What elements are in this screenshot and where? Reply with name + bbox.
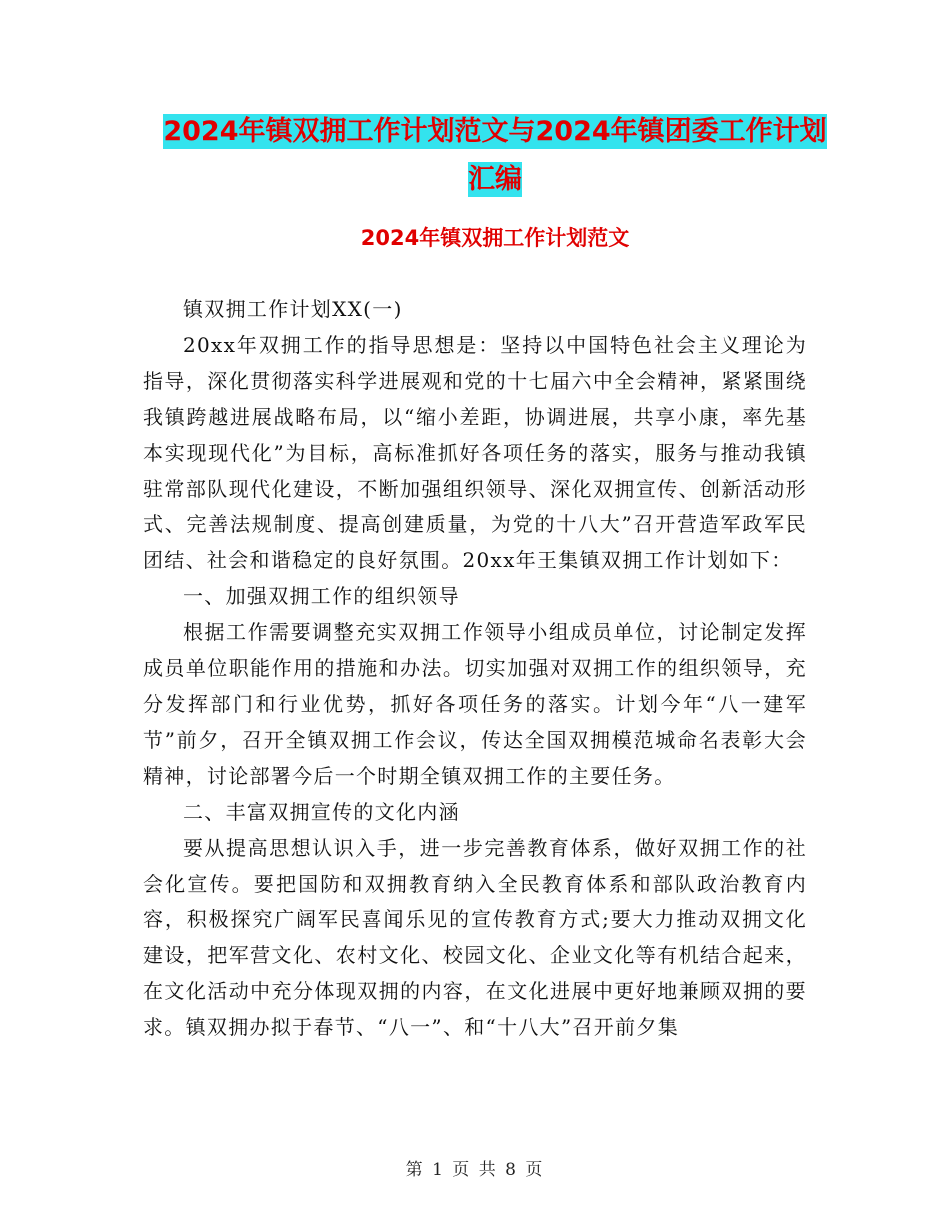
- section-title: 2024年镇双拥工作计划范文: [360, 226, 630, 250]
- paragraph-publicity: 要从提高思想认识入手，进一步完善教育体系，做好双拥工作的社会化宣传。要把国防和双拥教育纳入全民教育体系和部队政治教育内容，积极探究广阔军民喜闻乐见的宣传教育方式;要大力推动双拥文化建设，把军营文化、农村文化、校园文化、企业文化等有机结合起来，在文化活动中充分体现双拥的内容，在文化进展中更好地兼顾双拥的要求。镇双拥办拟于春节、“八一”、和“十八大”召开前夕集: [143, 835, 807, 1040]
- document-title-line1: 2024年镇双拥工作计划范文与2024年镇团委工作计划: [163, 116, 827, 147]
- page-footer: 第 1 页 共 8 页: [405, 1160, 545, 1180]
- paragraph-heading-2: 二、丰富双拥宣传的文化内涵: [183, 799, 460, 824]
- paragraph-heading-1: 一、加强双拥工作的组织领导: [183, 584, 460, 609]
- paragraph-plan-heading: 镇双拥工作计划XX(一): [183, 297, 403, 321]
- paragraph-guiding-idea: 20xx年双拥工作的指导思想是：坚持以中国特色社会主义理论为指导，深化贯彻落实科学进展观和党的十七届六中全会精神，紧紧围绕我镇跨越进展战略布局，以“缩小差距，协调进展，共享小康，率先基本实现现代化”为目标，高标准抓好各项任务的落实，服务与推动我镇驻常部队现代化建设，不断加强组织领导、深化双拥宣传、创新活动形式、完善法规制度、提高创建质量，为党的十八大”召开营造军政军民团结、社会和谐稳定的良好氛围。20xx年王集镇双拥工作计划如下：: [143, 332, 807, 573]
- document-title: [150, 108, 840, 204]
- document-body: [143, 292, 807, 1046]
- paragraph-organization: 根据工作需要调整充实双拥工作领导小组成员单位，讨论制定发挥成员单位职能作用的措施和办法。切实加强对双拥工作的组织领导，充分发挥部门和行业优势，抓好各项任务的落实。计划今年“八一建军节”前夕，召开全镇双拥工作会议，传达全国双拥模范城命名表彰大会精神，讨论部署今后一个时期全镇双拥工作的主要任务。: [143, 620, 807, 788]
- document-title-line2: 汇编: [468, 164, 522, 195]
